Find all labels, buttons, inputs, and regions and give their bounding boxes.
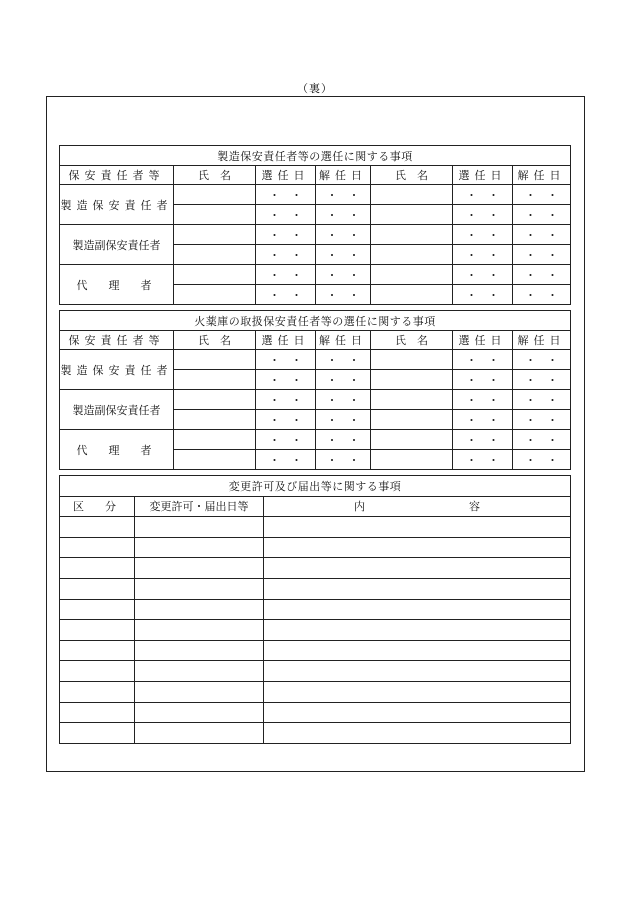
appoint-date-field[interactable]: ・ ・ (256, 285, 316, 305)
table-row (60, 661, 571, 682)
section-storage-appointment (59, 310, 570, 470)
appoint-date-field[interactable]: ・ ・ (256, 265, 316, 285)
change-date-field[interactable] (135, 517, 264, 538)
content-field[interactable] (264, 517, 571, 538)
dismiss-date-field[interactable]: ・ ・ (513, 350, 571, 370)
change-date-field[interactable] (135, 558, 264, 579)
category-field[interactable] (60, 537, 135, 558)
appoint-date-field[interactable]: ・ ・ (256, 350, 316, 370)
header-dismiss-date: 解任日 (513, 166, 571, 185)
history-rows (60, 517, 571, 744)
header-appoint-date: 選任日 (256, 166, 316, 185)
table-row (60, 558, 571, 579)
change-date-field[interactable] (135, 578, 264, 599)
header-appoint-date: 選任日 (453, 166, 513, 185)
category-label: 代 理 者 (60, 265, 174, 305)
appoint-date-field[interactable]: ・ ・ (453, 285, 513, 305)
dismiss-date-field[interactable]: ・ ・ (316, 225, 371, 245)
dismiss-date-field[interactable]: ・ ・ (513, 370, 571, 390)
name-field[interactable] (174, 450, 256, 470)
appoint-date-field[interactable]: ・ ・ (453, 205, 513, 225)
change-date-field[interactable] (135, 620, 264, 641)
table-row (60, 537, 571, 558)
change-date-field[interactable] (135, 661, 264, 682)
category-field[interactable] (60, 723, 135, 744)
dismiss-date-field[interactable]: ・ ・ (316, 450, 371, 470)
appoint-date-field[interactable]: ・ ・ (453, 370, 513, 390)
name-field[interactable] (371, 410, 453, 430)
header-dismiss-date: 解任日 (316, 331, 371, 350)
content-field[interactable] (264, 640, 571, 661)
header-name: 氏 名 (174, 331, 256, 350)
content-field[interactable] (264, 537, 571, 558)
category-field[interactable] (60, 599, 135, 620)
change-date-field[interactable] (135, 723, 264, 744)
name-field[interactable] (371, 350, 453, 370)
dismiss-date-field[interactable]: ・ ・ (513, 245, 571, 265)
category-label: 製造副保安責任者 (60, 390, 174, 430)
header-role: 保安責任者等 (60, 331, 174, 350)
name-field[interactable] (371, 225, 453, 245)
name-field[interactable] (371, 390, 453, 410)
dismiss-date-field[interactable]: ・ ・ (316, 285, 371, 305)
change-history-table (59, 475, 571, 744)
appoint-date-field[interactable]: ・ ・ (453, 265, 513, 285)
category-field[interactable] (60, 517, 135, 538)
header-role: 保安責任者等 (60, 166, 174, 185)
header-content-char2: 容 (469, 500, 481, 514)
header-content (264, 496, 571, 517)
content-field[interactable] (264, 558, 571, 579)
name-field[interactable] (174, 370, 256, 390)
category-field[interactable] (60, 702, 135, 723)
appoint-date-field[interactable]: ・ ・ (256, 430, 316, 450)
category-label: 製造保安責任者 (60, 185, 174, 225)
table-row (60, 702, 571, 723)
name-field[interactable] (174, 225, 256, 245)
table-row (60, 620, 571, 641)
dismiss-date-field[interactable]: ・ ・ (513, 430, 571, 450)
table-row (60, 723, 571, 744)
name-field[interactable] (371, 185, 453, 205)
dismiss-date-field[interactable]: ・ ・ (316, 430, 371, 450)
appoint-date-field[interactable]: ・ ・ (256, 225, 316, 245)
header-row (60, 166, 571, 185)
name-field[interactable] (371, 205, 453, 225)
section-change-history (59, 475, 570, 744)
content-field[interactable] (264, 620, 571, 641)
header-dismiss-date: 解任日 (513, 331, 571, 350)
name-field[interactable] (371, 285, 453, 305)
header-appoint-date: 選任日 (256, 331, 316, 350)
storage-appointment-table (59, 310, 571, 470)
appoint-date-field[interactable]: ・ ・ (453, 430, 513, 450)
name-field[interactable] (174, 410, 256, 430)
table-row (60, 390, 571, 410)
section-title: 火薬庫の取扱保安責任者等の選任に関する事項 (60, 311, 571, 331)
appoint-date-field[interactable]: ・ ・ (453, 350, 513, 370)
header-name: 氏 名 (174, 166, 256, 185)
appoint-date-field[interactable]: ・ ・ (453, 450, 513, 470)
dismiss-date-field[interactable]: ・ ・ (513, 225, 571, 245)
name-field[interactable] (371, 430, 453, 450)
table-row (60, 350, 571, 370)
dismiss-date-field[interactable]: ・ ・ (513, 205, 571, 225)
content-field[interactable] (264, 723, 571, 744)
dismiss-date-field[interactable]: ・ ・ (316, 205, 371, 225)
appoint-date-field[interactable]: ・ ・ (453, 245, 513, 265)
appoint-date-field[interactable]: ・ ・ (256, 410, 316, 430)
header-content-char1: 内 (354, 500, 365, 514)
section-appointment (59, 145, 570, 305)
category-field[interactable] (60, 681, 135, 702)
table-row (60, 265, 571, 285)
header-name: 氏 名 (371, 331, 453, 350)
table-row (60, 681, 571, 702)
appoint-date-field[interactable]: ・ ・ (256, 370, 316, 390)
dismiss-date-field[interactable]: ・ ・ (513, 265, 571, 285)
name-field[interactable] (174, 285, 256, 305)
name-field[interactable] (174, 205, 256, 225)
name-field[interactable] (371, 265, 453, 285)
header-row (60, 496, 571, 517)
category-field[interactable] (60, 578, 135, 599)
name-field[interactable] (174, 430, 256, 450)
category-label: 代 理 者 (60, 430, 174, 470)
header-dismiss-date: 解任日 (316, 166, 371, 185)
name-field[interactable] (174, 350, 256, 370)
header-name: 氏 名 (371, 166, 453, 185)
dismiss-date-field[interactable]: ・ ・ (316, 185, 371, 205)
header-row (60, 331, 571, 350)
header-appoint-date: 選任日 (453, 331, 513, 350)
dismiss-date-field[interactable]: ・ ・ (316, 370, 371, 390)
dismiss-date-field[interactable]: ・ ・ (316, 350, 371, 370)
content-field[interactable] (264, 599, 571, 620)
appoint-date-field[interactable]: ・ ・ (453, 225, 513, 245)
change-date-field[interactable] (135, 681, 264, 702)
category-field[interactable] (60, 661, 135, 682)
appoint-date-field[interactable]: ・ ・ (256, 185, 316, 205)
table-row (60, 185, 571, 205)
appoint-date-field[interactable]: ・ ・ (453, 410, 513, 430)
name-field[interactable] (174, 245, 256, 265)
category-label: 製造副保安責任者 (60, 225, 174, 265)
section-title: 変更許可及び届出等に関する事項 (60, 476, 571, 497)
dismiss-date-field[interactable]: ・ ・ (316, 265, 371, 285)
appoint-date-field[interactable]: ・ ・ (256, 205, 316, 225)
change-date-field[interactable] (135, 599, 264, 620)
appoint-date-field[interactable]: ・ ・ (256, 450, 316, 470)
change-date-field[interactable] (135, 537, 264, 558)
dismiss-date-field[interactable]: ・ ・ (513, 450, 571, 470)
dismiss-date-field[interactable]: ・ ・ (513, 185, 571, 205)
content-field[interactable] (264, 578, 571, 599)
category-field[interactable] (60, 620, 135, 641)
table-row (60, 517, 571, 538)
dismiss-date-field[interactable]: ・ ・ (513, 390, 571, 410)
appoint-date-field[interactable]: ・ ・ (256, 245, 316, 265)
name-field[interactable] (174, 390, 256, 410)
name-field[interactable] (371, 245, 453, 265)
appoint-date-field[interactable]: ・ ・ (453, 185, 513, 205)
appointment-table (59, 145, 571, 305)
dismiss-date-field[interactable]: ・ ・ (316, 390, 371, 410)
content-field[interactable] (264, 702, 571, 723)
content-field[interactable] (264, 681, 571, 702)
page-heading: （裏） (297, 82, 333, 95)
category-field[interactable] (60, 558, 135, 579)
header-category: 区 分 (60, 496, 135, 517)
table-row (60, 225, 571, 245)
category-field[interactable] (60, 640, 135, 661)
appoint-date-field[interactable]: ・ ・ (256, 390, 316, 410)
change-date-field[interactable] (135, 640, 264, 661)
name-field[interactable] (371, 370, 453, 390)
name-field[interactable] (174, 185, 256, 205)
change-date-field[interactable] (135, 702, 264, 723)
name-field[interactable] (371, 450, 453, 470)
table-row (60, 430, 571, 450)
section-title: 製造保安責任者等の選任に関する事項 (60, 146, 571, 166)
table-row (60, 640, 571, 661)
table-row (60, 578, 571, 599)
dismiss-date-field[interactable]: ・ ・ (316, 410, 371, 430)
content-field[interactable] (264, 661, 571, 682)
dismiss-date-field[interactable]: ・ ・ (513, 285, 571, 305)
appoint-date-field[interactable]: ・ ・ (453, 390, 513, 410)
header-change-date: 変更許可・届出日等 (135, 496, 264, 517)
name-field[interactable] (174, 265, 256, 285)
dismiss-date-field[interactable]: ・ ・ (316, 245, 371, 265)
dismiss-date-field[interactable]: ・ ・ (513, 410, 571, 430)
category-label: 製造保安責任者 (60, 350, 174, 390)
table-row (60, 599, 571, 620)
